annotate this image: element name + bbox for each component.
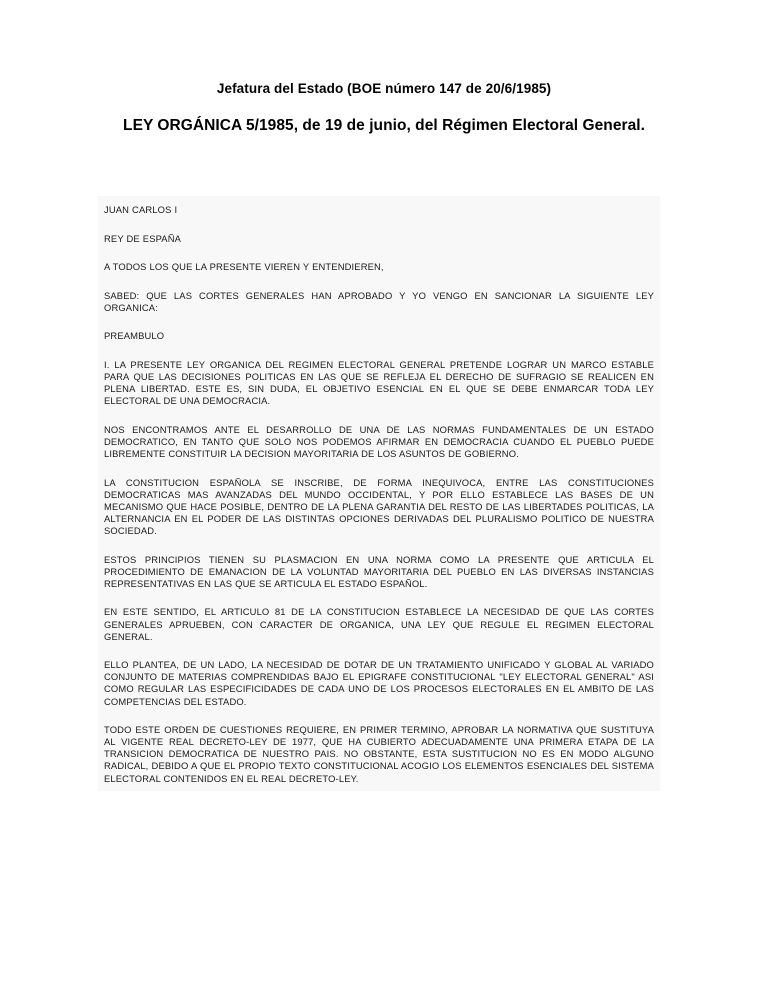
paragraph-preamble-6: ELLO PLANTEA, DE UN LADO, LA NECESIDAD DE DOTAR DE UN TRATAMIENTO UNIFICADO Y GLOBAL AL VARIADO CONJUNTO DE MATERIAS COMPRENDIDAS BAJO EL EPIGRAFE CONSTITUCIONAL "LEY ELECTORAL GENERAL" ASI COMO REGULAR LAS ESPECIFICIDADES DE CADA UNO DE LOS PROCESOS ELECTORALES EN EL AMBITO DE LAS COMPETENCIAS DEL ESTADO.: [104, 659, 654, 707]
paragraph-address: A TODOS LOS QUE LA PRESENTE VIEREN Y ENTENDIEREN,: [104, 261, 384, 273]
document-body: [98, 196, 660, 791]
paragraph-preamble-1: I. LA PRESENTE LEY ORGANICA DEL REGIMEN ELECTORAL GENERAL PRETENDE LOGRAR UN MARCO ESTABLE PARA QUE LAS DECISIONES POLITICAS EN LAS QUE SE REFLEJA EL DERECHO DE SUFRAGIO SE REALICEN EN PLENA LIBERTAD. ESTE ES, SIN DUDA, EL OBJETIVO ESENCIAL EN EL QUE SE DEBE ENMARCAR TODA LEY ELECTORAL DE UNA DEMOCRACIA.: [104, 359, 654, 407]
paragraph-preamble-4: ESTOS PRINCIPIOS TIENEN SU PLASMACION EN UNA NORMA COMO LA PRESENTE QUE ARTICULA EL PROCEDIMIENTO DE EMANACION DE LA VOLUNTAD MAYORITARIA DEL PUEBLO EN LAS DIVERSAS INSTANCIAS REPRESENTATIVAS EN LAS QUE SE ARTICULA EL ESTADO ESPAÑOL.: [104, 553, 654, 589]
paragraph-preamble-3: LA CONSTITUCION ESPAÑOLA SE INSCRIBE, DE FORMA INEQUIVOCA, ENTRE LAS CONSTITUCIONES DEMOCRATICAS MAS AVANZADAS DEL MUNDO OCCIDENTAL, Y POR ELLO ESTABLECE LAS BASES DE UN MECANISMO QUE HACE POSIBLE, DENTRO DE LA PLENA GARANTIA DEL RESTO DE LAS LIBERTADES POLITICAS, LA ALTERNANCIA EN EL PODER DE LAS DISTINTAS OPCIONES DERIVADAS DEL PLURALISMO POLITICO DE NUESTRA SOCIEDAD.: [104, 476, 654, 537]
paragraph-king-title: REY DE ESPAÑA: [104, 232, 182, 244]
paragraph-preamble-5: EN ESTE SENTIDO, EL ARTICULO 81 DE LA CONSTITUCION ESTABLECE LA NECESIDAD DE QUE LAS CORTES GENERALES APRUEBEN, CON CARACTER DE ORGANICA, UNA LEY QUE REGULE EL REGIMEN ELECTORAL GENERAL.: [104, 606, 654, 642]
page-title-law: LEY ORGÁNICA 5/1985, de 19 de junio, del Régimen Electoral General.: [123, 116, 645, 134]
paragraph-king-name: JUAN CARLOS I: [104, 204, 178, 215]
paragraph-preamble-2: NOS ENCONTRAMOS ANTE EL DESARROLLO DE UNA DE LAS NORMAS FUNDAMENTALES DE UN ESTADO DEMOCRATICO, EN TANTO QUE SOLO NOS PODEMOS AFIRMAR EN DEMOCRACIA CUANDO EL PUEBLO PUEDE LIBREMENTE CONSTITUIR LA DECISION MAYORITARIA DE LOS ASUNTOS DE GOBIERNO.: [104, 423, 654, 460]
document-headings: [0, 0, 768, 136]
page-title-source: Jefatura del Estado (BOE número 147 de 20/6/1985): [216, 81, 552, 96]
paragraph-sabed: SABED: QUE LAS CORTES GENERALES HAN APROBADO Y YO VENGO EN SANCIONAR LA SIGUIENTE LEY ORGANICA:: [104, 289, 654, 313]
paragraph-preambulo-label: PREAMBULO: [104, 330, 165, 342]
paragraph-preamble-7: TODO ESTE ORDEN DE CUESTIONES REQUIERE, EN PRIMER TERMINO, APROBAR LA NORMATIVA QUE SUSTITUYA AL VIGENTE REAL DECRETO-LEY DE 1977, QUE HA CUBIERTO ADECUADAMENTE UNA PRIMERA ETAPA DE LA TRANSICION DEMOCRATICA DE NUESTRO PAIS. NO OBSTANTE, ESTA SUSTITUCION NO ES EN MODO ALGUNO RADICAL, DEBIDO A QUE EL PROPIO TEXTO CONSTITUCIONAL ACOGIO LOS ELEMENTOS ESENCIALES DEL SISTEMA ELECTORAL CONTENIDOS EN EL REAL DECRETO-LEY.: [104, 724, 654, 784]
